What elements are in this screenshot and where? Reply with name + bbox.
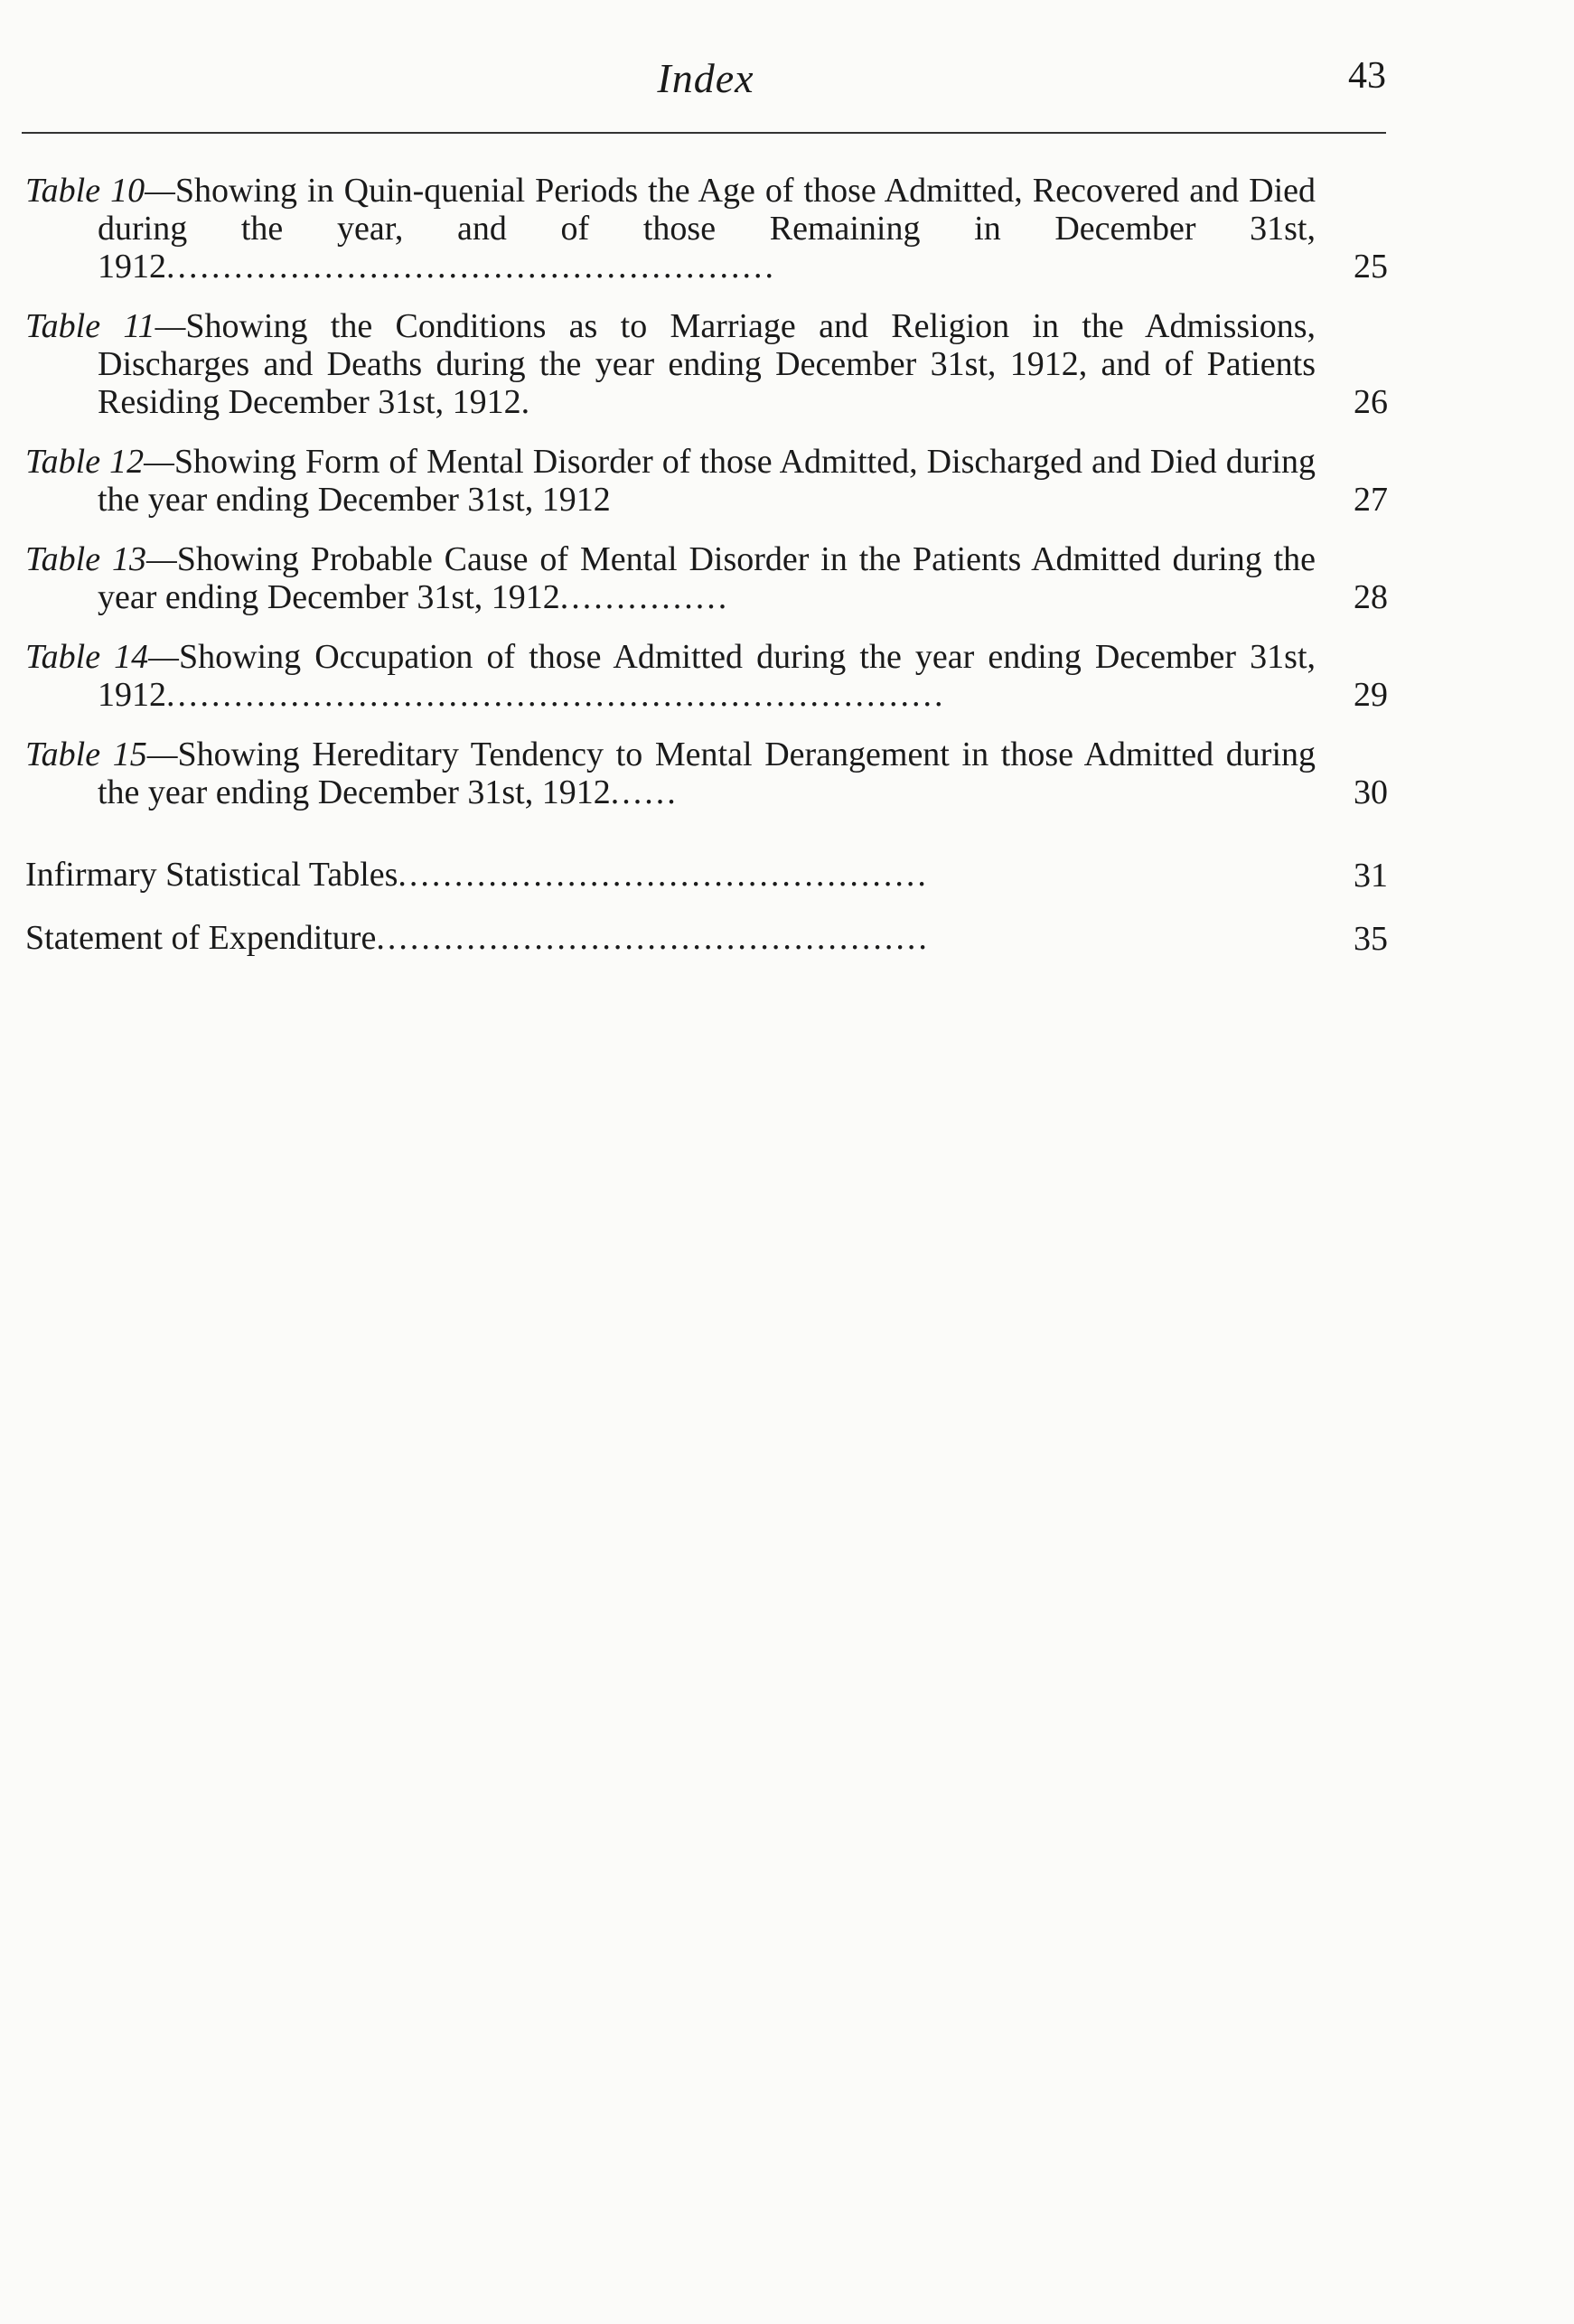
toc-entry-page: 27 [1354,481,1388,519]
toc-entry-page: 25 [1354,248,1388,286]
toc-entry-text [25,736,1316,811]
page-number: 43 [1348,55,1386,97]
toc-entry-description: Showing Form of Mental Disorder of those Admitted, Discharged and Died during the year ending December 31st, 1912 [98,443,1316,519]
toc-entry-label: Table 10— [25,172,175,210]
toc-entry-table-12 [25,443,1388,519]
toc-entry-table-13 [25,540,1388,616]
page-title: Index [657,55,754,101]
toc-entry-label: Table 14— [25,638,179,676]
toc-entry-table-10 [25,172,1388,286]
dot-leader: ............... [559,578,730,616]
running-head [25,54,1386,108]
toc-entry-label: Table 15— [25,736,178,773]
toc-entry-description: Showing Probable Cause of Mental Disorder in the Patients Admitted during the year ending December 31st, 1912 [98,540,1316,616]
toc-entry-text [25,307,1316,421]
dot-leader: ...................................................... [166,248,776,286]
toc-entry-page: 31 [1354,857,1388,895]
toc-entry-text [25,172,1316,286]
toc-entry-description: Showing the Conditions as to Marriage and Religion in the Admissions, Discharges and Deaths during the year ending December 31st, 1912, and of Patients Residing December 31st, 1912. [98,307,1316,421]
dot-leader: ............................................... [398,856,929,894]
toc-entry-text [25,855,1316,895]
toc-entry-expenditure [25,918,1388,958]
toc-entry-title: Statement of Expenditure [25,919,377,957]
toc-entry-label: Table 11— [25,307,186,345]
toc-entry-infirmary-tables [25,855,1388,895]
toc-entry-page: 26 [1354,383,1388,421]
toc-entry-table-11 [25,307,1388,421]
toc-entry-label: Table 12— [25,443,174,481]
header-rule [22,132,1386,134]
dot-leader: ...... [610,773,679,811]
toc-entry-text [25,540,1316,616]
dot-leader: ..................................................................... [166,676,946,714]
toc-entry-text [25,638,1316,714]
toc-entry-description: Showing Occupation of those Admitted during the year ending December 31st, 1912 [98,638,1316,714]
toc-entry-text [25,918,1316,958]
toc-entry-title: Infirmary Statistical Tables [25,856,398,894]
toc-entry-label: Table 13— [25,540,177,578]
section-gap [25,833,1388,855]
toc-entry-table-15 [25,736,1388,811]
toc-entry-page: 28 [1354,578,1388,616]
table-of-contents [25,172,1388,981]
toc-entry-page: 29 [1354,676,1388,714]
toc-entry-description: Showing Hereditary Tendency to Mental Derangement in those Admitted during the year ending December 31st, 1912 [98,736,1316,811]
dot-leader: ................................................. [376,919,930,957]
toc-entry-page: 30 [1354,773,1388,811]
toc-entry-table-14 [25,638,1388,714]
toc-entry-description: Showing in Quin-quenial Periods the Age of those Admitted, Recovered and Died during the year, and of those Remaining in December 31st, 1912 [98,172,1316,286]
toc-entry-page: 35 [1354,920,1388,958]
toc-entry-text [25,443,1316,519]
